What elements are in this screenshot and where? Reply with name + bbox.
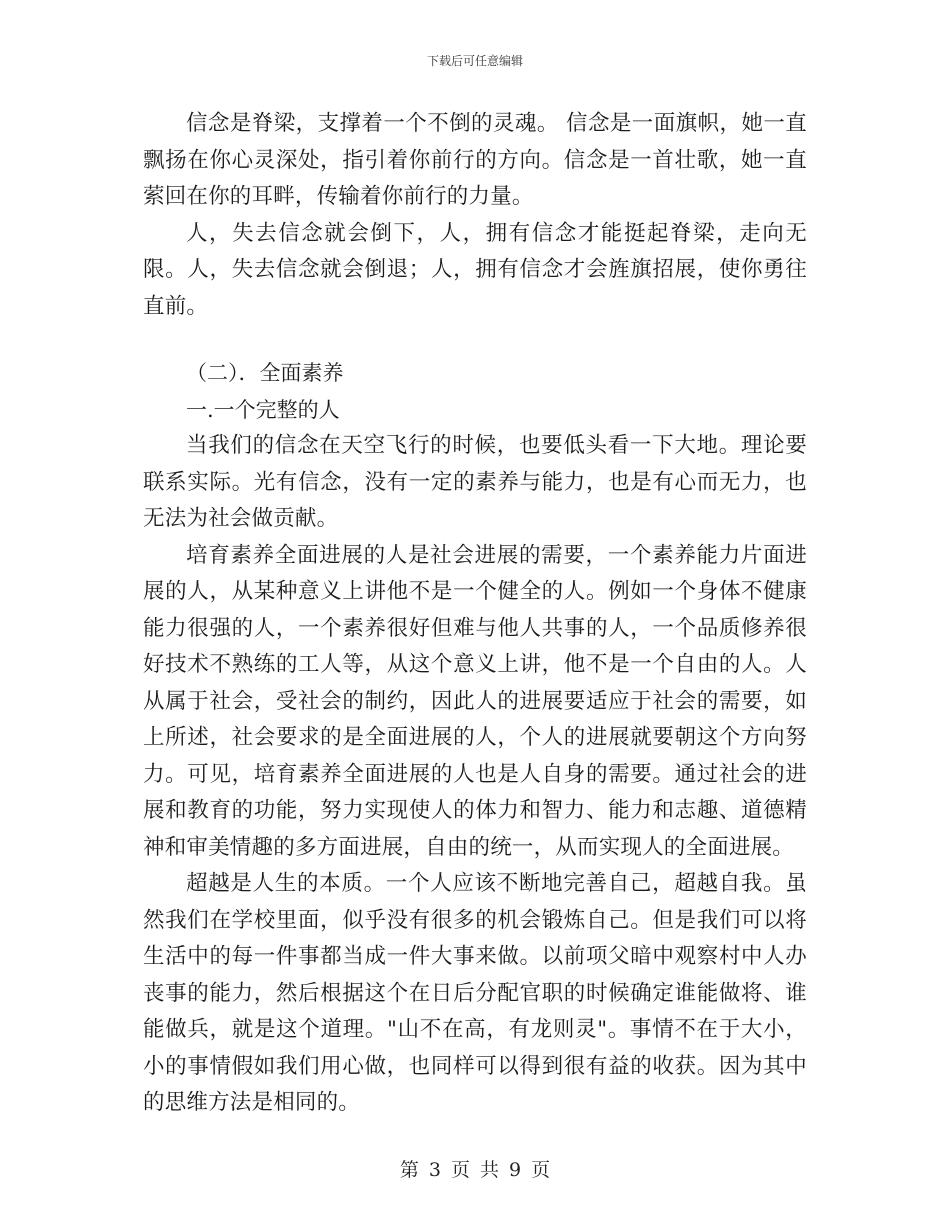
paragraph-belief-spine: 信念是脊梁，支撑着一个不倒的灵魂。 信念是一面旗帜，她一直飘扬在你心灵深处，指引着你前行的方向。信念是一首壮歌，她一直萦回在你的耳畔，传输着你前行的力量。 [143, 111, 807, 209]
paragraph-belief-loss: 人，失去信念就会倒下，人，拥有信念才能挺起脊梁，走向无限。人，失去信念就会倒退；人，拥有信念才会旌旗招展，使你勇往直前。 [143, 220, 807, 319]
document-body [143, 106, 807, 1122]
paragraph-all-round-development: 培育素养全面进展的人是社会进展的需要，一个素养能力片面进展的人，从某种意义上讲他不是一个健全的人。例如一个身体不健康能力很强的人，一个素养很好但难与他人共事的人，一个品质修养很好技术不熟练的工人等，从这个意义上讲，他不是一个自由的人。人从属于社会，受社会的制约，因此人的进展要适应于社会的需要，如上所述，社会要求的是全面进展的人，个人的进展就要朝这个方向努力。可见，培育素养全面进展的人也是人自身的需要。通过社会的进展和教育的功能，努力实现使人的体力和智力、能力和志趣、道德精神和审美情趣的多方面进展，自由的统一，从而实现人的全面进展。 [143, 542, 807, 860]
paragraph-theory-practice: 当我们的信念在天空飞行的时候，也要低头看一下大地。理论要联系实际。光有信念，没有一定的素养与能力，也是有心而无力，也无法为社会做贡献。 [143, 433, 807, 531]
page-header: 下载后可任意编辑 [426, 54, 523, 68]
section-heading: （二）．全面素养 [186, 361, 344, 385]
paragraph-transcendence: 超越是人生的本质。一个人应该不断地完善自己，超越自我。虽然我们在学校里面，似乎没有很多的机会锻炼自己。但是我们可以将生活中的每一件事都当成一件大事来做。以前项父暗中观察村中人办丧事的能力，然后根据这个在日后分配官职的时候确定谁能做将、谁能做兵，就是这个道理。"山不在高，有龙则灵"。事情不在于大小，小的事情假如我们用心做，也同样可以得到很有益的收获。因为其中的思维方法是相同的。 [143, 871, 807, 1115]
subsection-heading: 一.一个完整的人 [186, 397, 340, 422]
page-number: 第 3 页 共 9 页 [399, 1159, 551, 1181]
